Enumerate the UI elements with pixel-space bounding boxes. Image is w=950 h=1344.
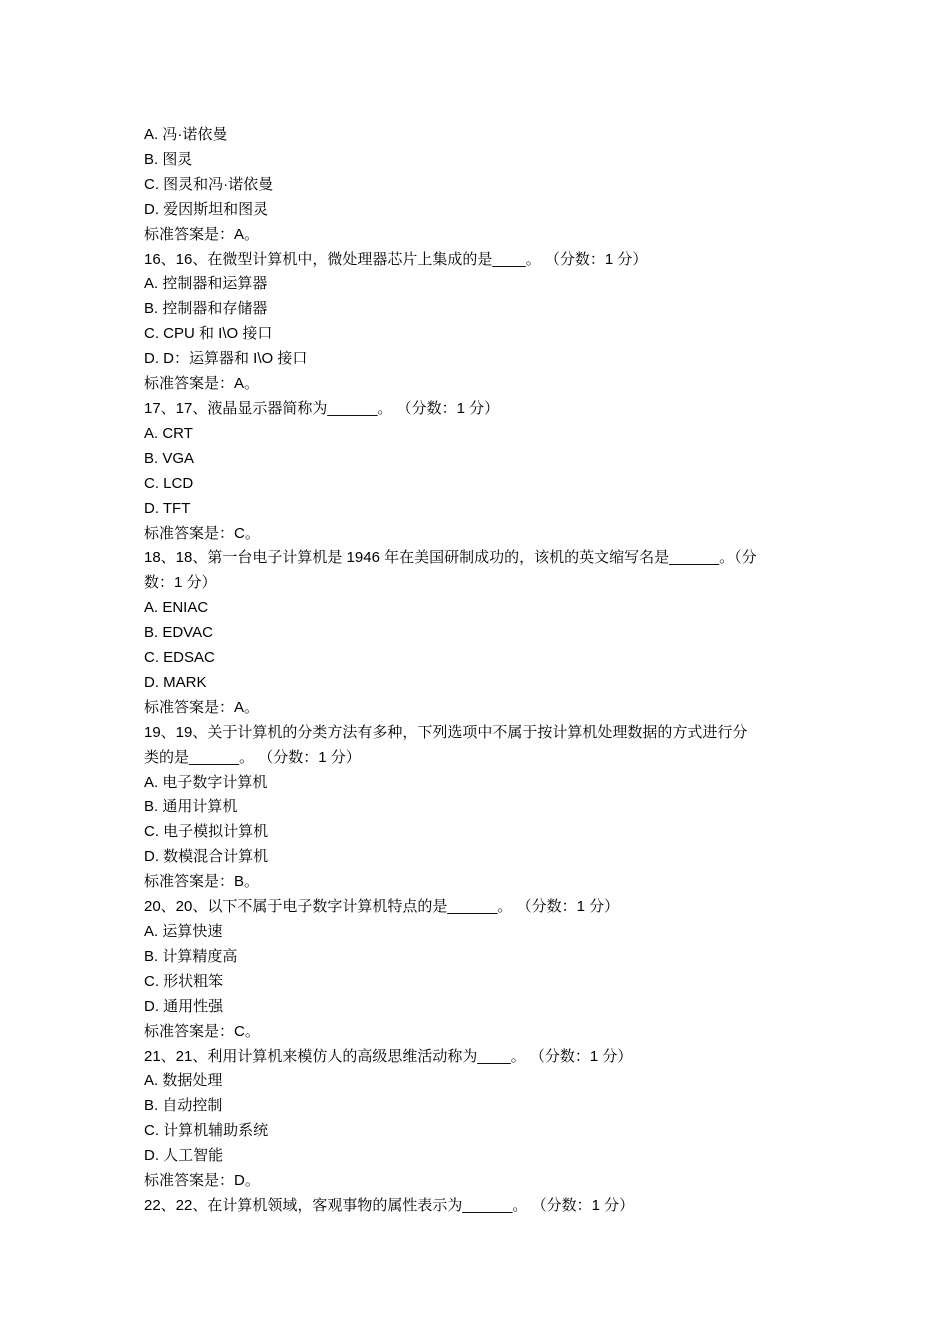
text-line: A. CRT (144, 424, 193, 442)
text-line: C. 图灵和冯·诺依曼 (144, 175, 274, 193)
text-line: 22、22、在计算机领域，客观事物的属性表示为______。 （分数：1 分） (144, 1196, 635, 1214)
text-line: D. D：运算器和 I\O 接口 (144, 350, 308, 368)
text-line: B. 通用计算机 (144, 798, 238, 816)
document-body (144, 123, 814, 1219)
text-line: D. 通用性强 (144, 997, 224, 1015)
text-line: A. ENIAC (144, 599, 209, 617)
text-line: 标准答案是：A。 (144, 698, 260, 716)
text-line: 18、18、第一台电子计算机是 1946 年在美国研制成功的，该机的英文缩写名是______。（分 (144, 549, 757, 567)
text-line: B. VGA (144, 449, 195, 467)
text-line: B. 图灵 (144, 150, 193, 168)
text-line: C. 形状粗笨 (144, 972, 224, 990)
text-line: D. 数模混合计算机 (144, 848, 269, 866)
text-line: 19、19、关于计算机的分类方法有多种，下列选项中不属于按计算机处理数据的方式进行分 (144, 723, 748, 741)
text-line: 17、17、液晶显示器简称为______。 （分数：1 分） (144, 399, 500, 417)
text-line: 数：1 分） (144, 574, 217, 592)
text-line: C. 计算机辅助系统 (144, 1122, 269, 1140)
text-line: 标准答案是：A。 (144, 225, 260, 243)
text-line: 20、20、以下不属于电子数字计算机特点的是______。 （分数：1 分） (144, 898, 620, 916)
text-line: B. 自动控制 (144, 1097, 223, 1115)
text-line: 标准答案是：D。 (144, 1172, 260, 1190)
text-line: B. 计算精度高 (144, 947, 238, 965)
text-line: D. 爱因斯坦和图灵 (144, 200, 269, 218)
text-line: 21、21、利用计算机来模仿人的高级思维活动称为____。 （分数：1 分） (144, 1047, 633, 1065)
text-line: 标准答案是：C。 (144, 1022, 260, 1040)
text-line: 标准答案是：A。 (144, 375, 260, 393)
text-line: D. TFT (144, 499, 191, 517)
text-line: D. MARK (144, 673, 207, 691)
text-line: C. CPU 和 I\O 接口 (144, 325, 273, 343)
text-line: 标准答案是：B。 (144, 873, 260, 891)
text-line: A. 运算快速 (144, 923, 223, 940)
text-line: C. 电子模拟计算机 (144, 823, 269, 841)
text-line: C. EDSAC (144, 649, 215, 667)
text-line: C. LCD (144, 474, 194, 492)
text-line: B. 控制器和存储器 (144, 300, 268, 318)
text-line: 16、16、在微型计算机中，微处理器芯片上集成的是____。 （分数：1 分） (144, 250, 648, 268)
text-line: 标准答案是：C。 (144, 524, 260, 542)
text-line: A. 电子数字计算机 (144, 773, 268, 791)
text-line: D. 人工智能 (144, 1147, 224, 1165)
text-line: A. 控制器和运算器 (144, 275, 268, 293)
text-line: 类的是______。 （分数：1 分） (144, 748, 361, 766)
text-line: B. EDVAC (144, 624, 213, 642)
text-line: A. 数据处理 (144, 1072, 223, 1090)
text-line: A. 冯·诺依曼 (144, 126, 228, 143)
